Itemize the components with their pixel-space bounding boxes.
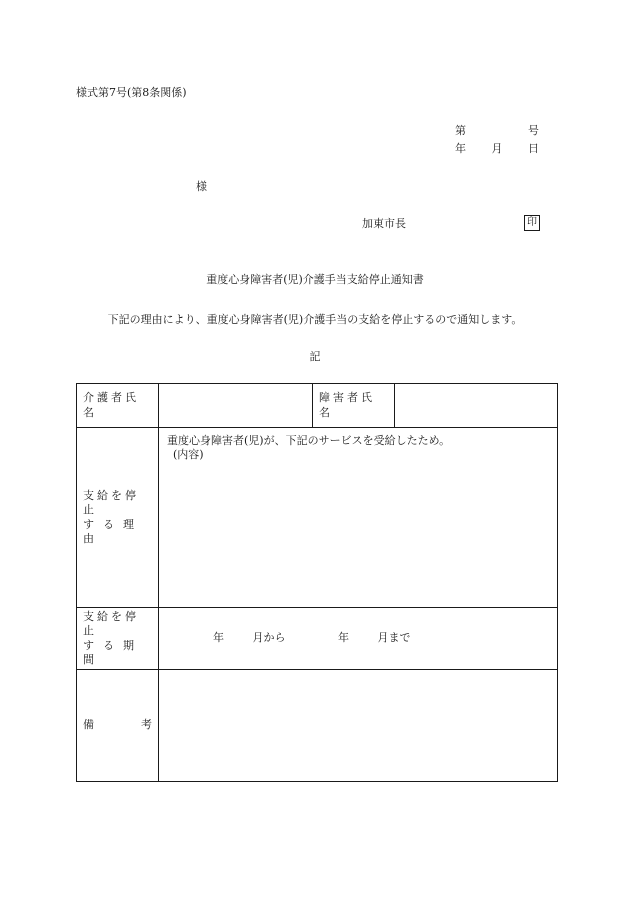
period-field[interactable] [159, 608, 558, 670]
period-row [77, 608, 558, 670]
notice-table [76, 383, 558, 782]
remarks-label-left: 備 [83, 718, 94, 732]
reason-row [77, 428, 558, 608]
date-day: 日 [528, 142, 539, 155]
number-prefix: 第 [455, 124, 466, 137]
date-year: 年 [455, 142, 466, 155]
caregiver-name-label: 介護者氏名 [77, 384, 159, 428]
date-month: 月 [491, 142, 503, 155]
disabled-name-label: 障害者氏名 [313, 384, 395, 428]
period-from-month: 月から [252, 631, 286, 645]
form-number: 様式第7号(第8条関係) [76, 86, 187, 99]
period-from-year: 年 [213, 631, 224, 645]
reason-contents-label: (内容) [173, 448, 204, 462]
document-title: 重度心身障害者(児)介護手当支給停止通知書 [206, 273, 424, 286]
seal-mark: 印 [524, 215, 540, 231]
reason-label-line2: する理由 [83, 517, 143, 545]
remarks-row [77, 670, 558, 782]
reason-label-line1: 支給を停止 [83, 488, 139, 517]
period-label-line2: する期間 [83, 638, 143, 666]
period-to-month: 月まで [377, 631, 411, 645]
date-line [455, 142, 539, 156]
reason-label [77, 428, 159, 608]
disabled-name-field[interactable] [395, 384, 558, 428]
ki-marker: 記 [309, 350, 321, 363]
issuer-name: 加東市長 [362, 217, 406, 230]
reason-field[interactable] [159, 428, 558, 608]
document-body: 下記の理由により、重度心身障害者(児)介護手当の支給を停止するので通知します。 [107, 313, 523, 326]
document-number-line [455, 124, 539, 138]
period-to-year: 年 [338, 631, 349, 645]
caregiver-name-field[interactable] [159, 384, 313, 428]
period-label-line1: 支給を停止 [83, 609, 139, 638]
name-row [77, 384, 558, 428]
remarks-field[interactable] [159, 670, 558, 782]
reason-text: 重度心身障害者(児)が、下記のサービスを受給したため。 [167, 434, 451, 447]
addressee-honorific: 様 [196, 180, 207, 193]
number-suffix: 号 [528, 124, 539, 137]
remarks-label [77, 670, 159, 782]
remarks-label-right: 考 [141, 718, 152, 732]
period-label [77, 608, 159, 670]
